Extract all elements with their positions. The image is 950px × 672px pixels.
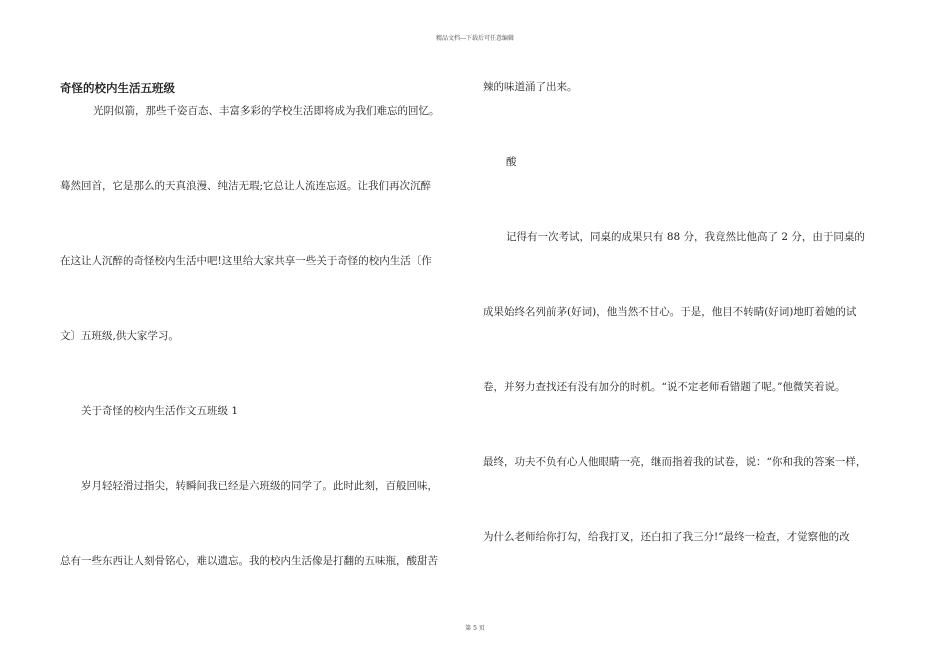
section-heading: 酸 [506, 156, 517, 168]
paragraph-line: 成果始终名列前茅(好词)，他当然不甘心。于是，他目不转睛(好词)地盯着她的试 [483, 306, 857, 318]
paragraph-line: 总有一些东西让人刻骨铭心，难以遗忘。我的校内生活像是打翻的五味瓶，酸甜苦 [60, 555, 438, 567]
paragraph-line: 记得有一次考试，同桌的成果只有 88 分，我竟然比他高了 2 分，由于同桌的 [506, 231, 865, 243]
page-number: 第 5 页 [465, 625, 485, 632]
section-heading: 关于奇怪的校内生活作文五班级 1 [81, 405, 239, 417]
paragraph-line: 卷，并努力查找还有没有加分的时机。“说不定老师看错题了呢。”他微笑着说。 [483, 381, 846, 393]
paragraph-line: 蓦然回首，它是那么的天真浪漫、纯洁无瑕;它总让人流连忘返。让我们再次沉醉 [60, 180, 432, 192]
paragraph-line: 岁月轻轻滑过指尖，转瞬间我已经是六班级的同学了。此时此刻，百般回味， [81, 480, 438, 492]
paragraph-line: 辣的味道涌了出来。 [483, 81, 578, 93]
paragraph-line: 为什么老师给你打勾，给我打叉，还白扣了我三分!”最终一检查，才觉察他的改 [483, 531, 850, 543]
paragraph-line: 在这让人沉醉的奇怪校内生活中吧!这里给大家共享一些关于奇怪的校内生活〔作 [60, 255, 432, 267]
paragraph-line: 文〕五班级,供大家学习。 [60, 330, 179, 342]
page-header: 精品文档---下载后可任意编辑 [435, 35, 515, 42]
paragraph-line: 最终，功夫不负有心人他眼睛一亮，继而指着我的试卷，说：“你和我的答案一样， [483, 456, 867, 468]
paragraph-line: 光阴似箭，那些千姿百态、丰富多彩的学校生活即将成为我们难忘的回忆。 [93, 105, 440, 117]
article-title: 奇怪的校内生活五班级 [60, 81, 175, 95]
